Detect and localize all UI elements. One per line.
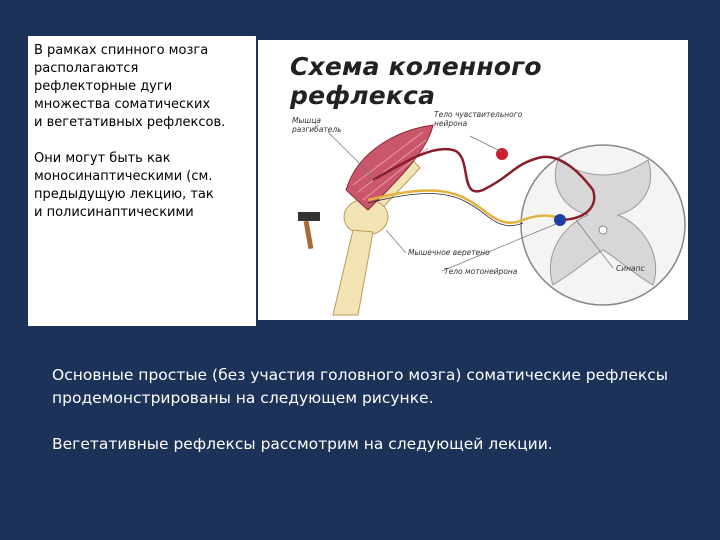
spinal-cord-section xyxy=(521,145,685,305)
intro-paragraph-1: В рамках спинного мозга располагаются рефлекторные дуги множества соматических и вегетативных рефлексов. xyxy=(34,43,226,130)
reflex-hammer-icon xyxy=(298,212,320,249)
diagram-title: Схема коленного рефлекса xyxy=(290,52,542,110)
label-motoneuron-body: Тело мотонейрона xyxy=(444,267,518,276)
label-synapse: Синапс xyxy=(616,264,645,273)
intro-text-box xyxy=(28,36,256,326)
summary-paragraph-1: Основные простые (без участия головного мозга) соматические рефлексы продемонстрированы на следующем рисунке. xyxy=(52,366,668,407)
label-extensor-muscle: Мышца разгибатель xyxy=(292,116,342,134)
summary-text xyxy=(52,364,692,456)
knee-reflex-diagram xyxy=(258,40,688,320)
intro-paragraph-2: Они могут быть как моносинаптическими (см. предыдущую лекцию, так и полисинаптическими xyxy=(34,151,214,220)
label-sensory-neuron-body: Тело чувствительного нейрона xyxy=(434,110,523,128)
label-muscle-spindle: Мышечное веретено xyxy=(408,248,490,257)
summary-paragraph-2: Вегетативные рефлексы рассмотрим на следующей лекции. xyxy=(52,435,553,453)
